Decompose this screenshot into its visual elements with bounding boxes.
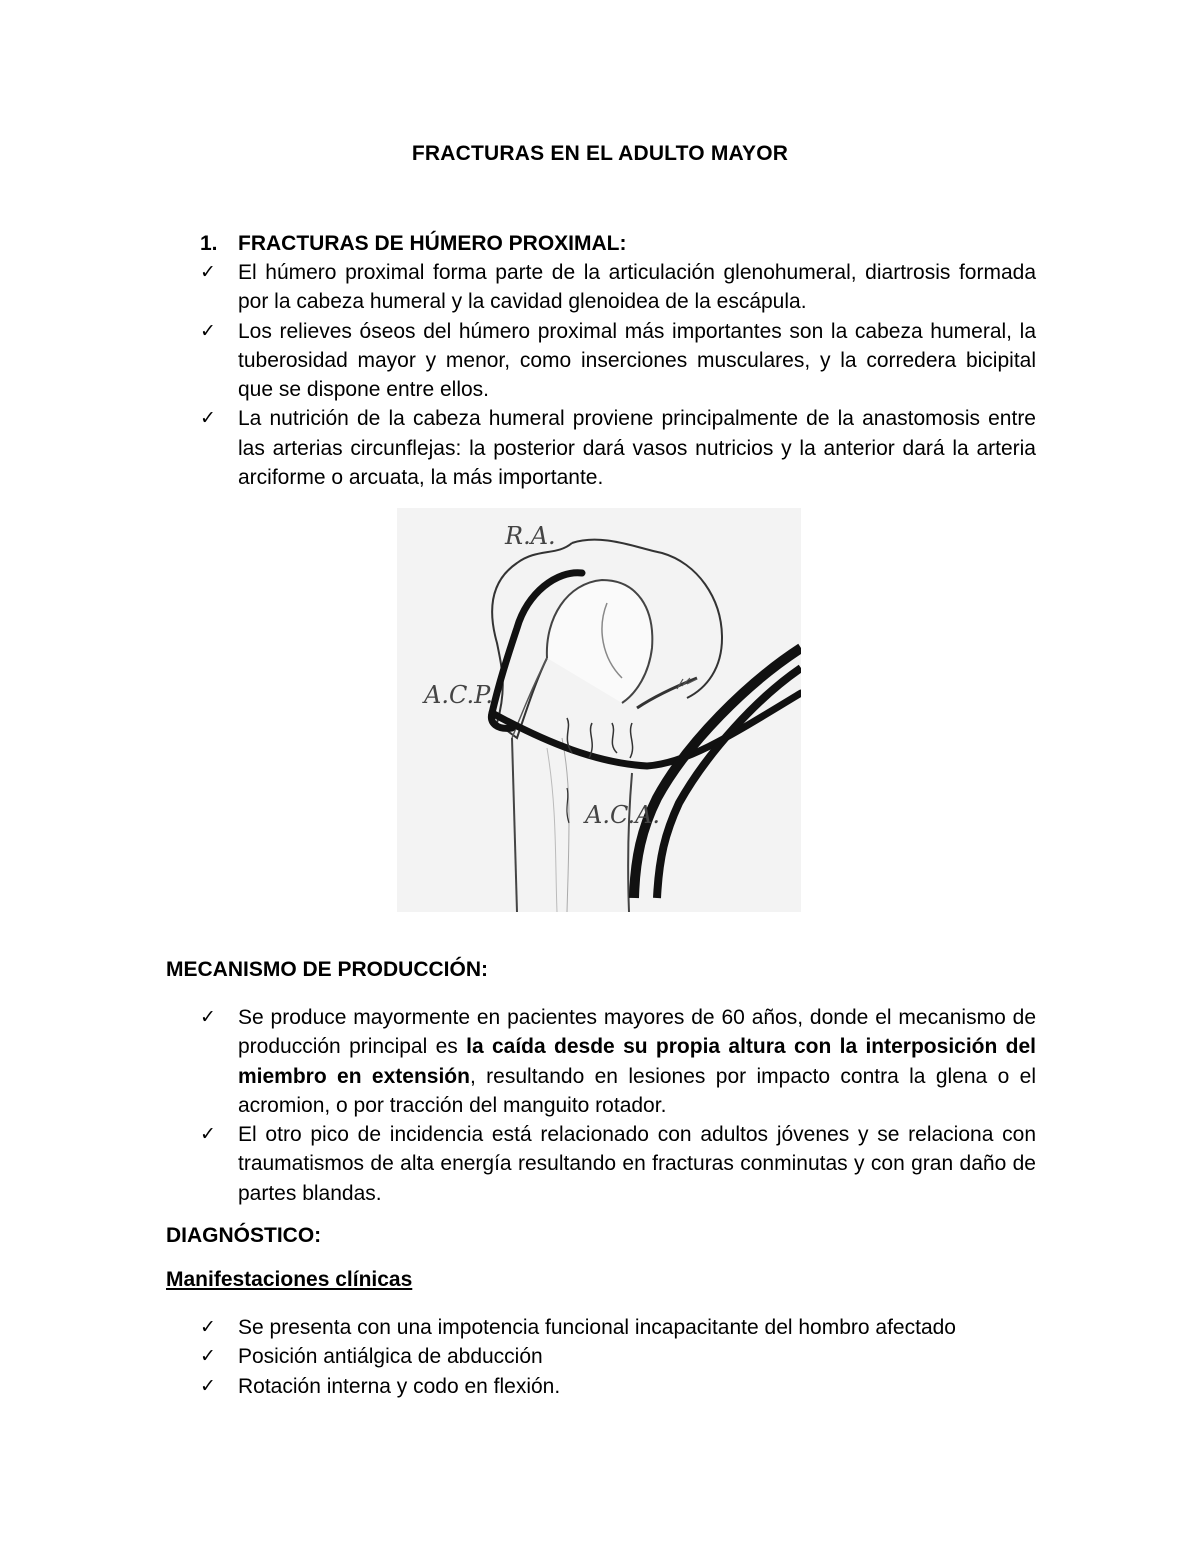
list-item: ✓ El húmero proximal forma parte de la articulación glenohumeral, diartrosis formada por la cabeza humeral y la cavidad glenoidea de la escápula. <box>200 258 1036 317</box>
heading-mecanismo: MECANISMO DE PRODUCCIÓN: <box>166 958 489 981</box>
list-item: ✓ Se produce mayormente en pacientes mayores de 60 años, donde el mecanismo de producción principal es la caída desde su propia altura con la interposición del miembro en extensión, resultando en lesiones por impacto contra la glena o el acromion, o por tracción del manguito rotador. <box>200 1003 1036 1120</box>
emphasis-text: la caída desde su propia altura con la interposición del miembro en extensión <box>238 1035 1036 1088</box>
mecanismo-bullet-list <box>200 1003 1036 1208</box>
section-number: 1. <box>200 232 218 255</box>
checkmark-icon: ✓ <box>200 1316 216 1338</box>
checkmark-icon: ✓ <box>200 407 216 430</box>
list-item: ✓ Rotación interna y codo en flexión. <box>200 1372 1036 1401</box>
label-acp: A.C.P. <box>424 681 494 709</box>
list-item: ✓ Los relieves óseos del húmero proximal más importantes son la cabeza humeral, la tuberosidad mayor y menor, como inserciones musculares, y la corredera bicipital que se dispone entre ellos. <box>200 317 1036 405</box>
diagnostico-bullet-list <box>200 1313 1036 1401</box>
label-ra: R.A. <box>505 522 556 550</box>
section-heading-humero <box>200 232 627 256</box>
subheading-manifestaciones: Manifestaciones clínicas <box>166 1268 413 1291</box>
checkmark-icon: ✓ <box>200 1374 216 1397</box>
checkmark-icon: ✓ <box>200 1123 216 1146</box>
list-item: ✓ La nutrición de la cabeza humeral proviene principalmente de la anastomosis entre las arterias circunflejas: la posterior dará vasos nutricios y la anterior dará la arteria arciforme o arcuata, la más importante. <box>200 404 1036 492</box>
list-item: ✓ El otro pico de incidencia está relacionado con adultos jóvenes y se relaciona con traumatismos de alta energía resultando en fracturas conminutas y con gran daño de partes blandas. <box>200 1120 1036 1208</box>
humero-bullet-list <box>200 258 1036 492</box>
list-item: ✓ Se presenta con una impotencia funcional incapacitante del hombro afectado <box>200 1313 1036 1342</box>
section-title: FRACTURAS DE HÚMERO PROXIMAL: <box>238 232 627 255</box>
checkmark-icon: ✓ <box>200 1345 216 1368</box>
list-item: ✓ Posición antiálgica de abducción <box>200 1342 1036 1371</box>
checkmark-icon: ✓ <box>200 261 216 283</box>
checkmark-icon: ✓ <box>200 1006 216 1028</box>
humerus-artery-illustration <box>397 508 801 912</box>
label-aca: A.C.A. <box>585 801 661 829</box>
heading-diagnostico: DIAGNÓSTICO: <box>166 1224 322 1247</box>
document-title: FRACTURAS EN EL ADULTO MAYOR <box>411 142 789 165</box>
checkmark-icon: ✓ <box>200 319 216 342</box>
